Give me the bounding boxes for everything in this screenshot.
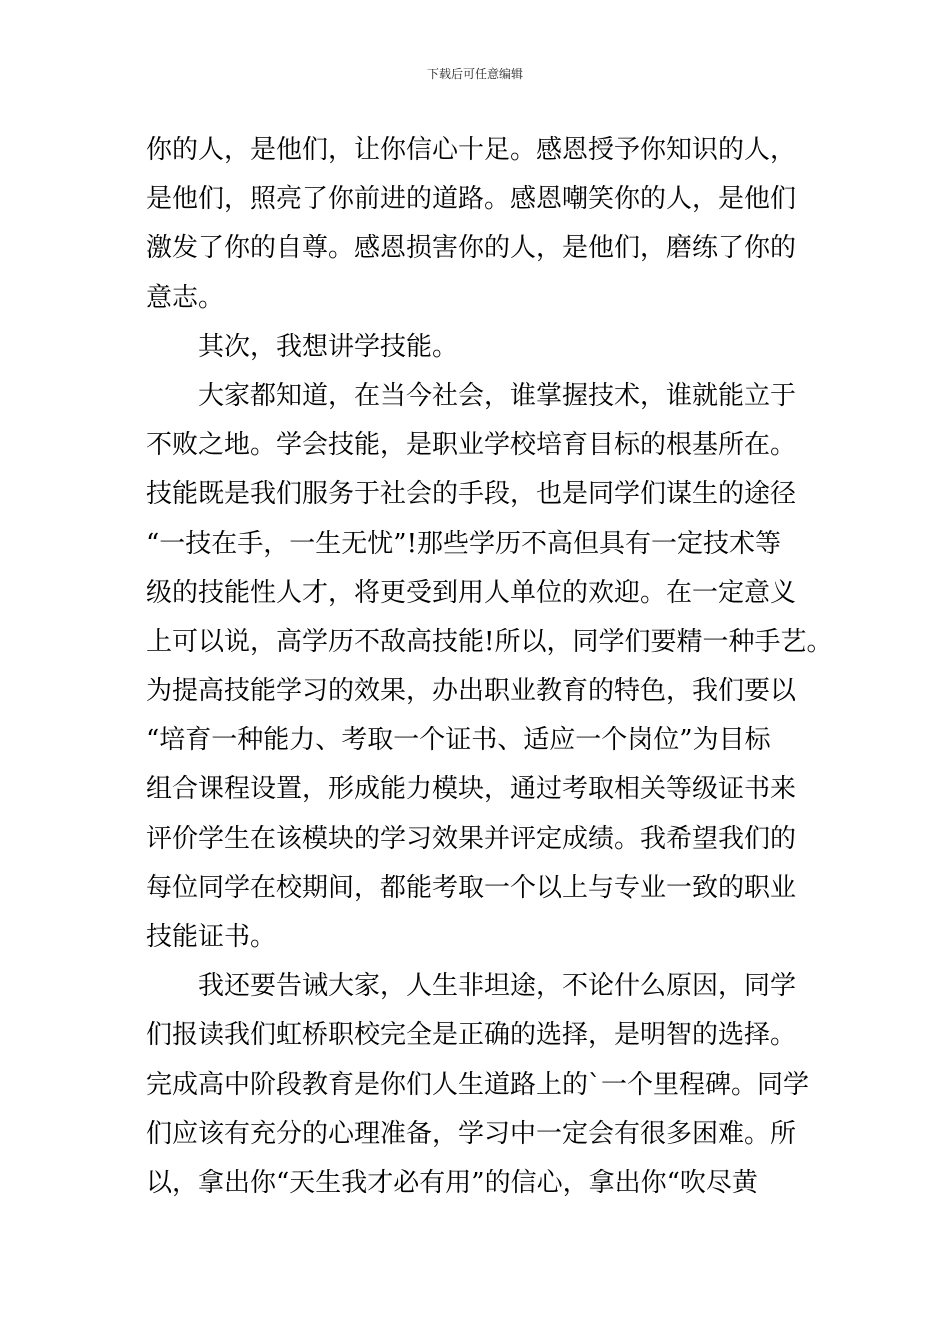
text-line: “培育一种能力、考取一个证书、适应一个岗位”为目标 — [146, 725, 771, 756]
text-line: 们报读我们虹桥职校完全是正确的选择，是明智的选择。 — [146, 1020, 797, 1051]
text-line: 其次，我想讲学技能。 — [198, 331, 459, 362]
text-line: 们应该有充分的心理准备，学习中一定会有很多困难。所 — [146, 1118, 797, 1149]
text-line: 以，拿出你“天生我才必有用”的信心，拿出你“吹尽黄 — [146, 1167, 758, 1198]
text-line: 大家都知道，在当今社会，谁掌握技术，谁就能立于 — [198, 380, 797, 411]
text-line: 意志。 — [146, 282, 225, 313]
text-line: 级的技能性人才，将更受到用人单位的欢迎。在一定意义 — [146, 577, 797, 608]
text-line: 为提高技能学习的效果，办出职业教育的特色，我们要以 — [146, 676, 797, 707]
text-line: 评价学生在该模块的学习效果并评定成绩。我希望我们的 — [146, 823, 797, 854]
text-line: 技能证书。 — [146, 922, 277, 952]
document-body — [146, 126, 833, 1208]
text-line: 我还要告诫大家，人生非坦途，不论什么原因，同学 — [198, 971, 797, 1002]
text-line: 完成高中阶段教育是你们人生道路上的`一个里程碑。同学 — [146, 1069, 810, 1100]
text-line: “一技在手，一生无忧”!那些学历不高但具有一定技术等 — [146, 528, 782, 559]
text-line: 技能既是我们服务于社会的手段，也是同学们谋生的途径 — [146, 479, 797, 510]
text-line: 激发了你的自尊。感恩损害你的人，是他们，磨练了你的 — [146, 233, 797, 264]
text-line: 组合课程设置，形成能力模块，通过考取相关等级证书来 — [146, 774, 797, 805]
page-header: 下载后可任意编辑 — [426, 67, 523, 81]
text-line: 上可以说，高学历不敌高技能!所以，同学们要精一种手艺。 — [146, 626, 833, 657]
text-line: 是他们，照亮了你前进的道路。感恩嘲笑你的人，是他们 — [146, 184, 797, 215]
text-line: 你的人，是他们，让你信心十足。感恩授予你知识的人， — [146, 135, 797, 165]
text-line: 不败之地。学会技能，是职业学校培育目标的根基所在。 — [146, 430, 797, 461]
text-line: 每位同学在校期间，都能考取一个以上与专业一致的职业 — [146, 872, 797, 903]
